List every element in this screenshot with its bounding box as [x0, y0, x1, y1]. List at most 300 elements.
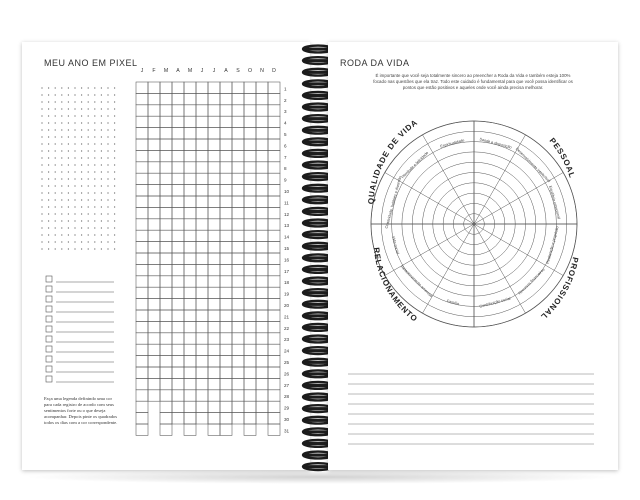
day-label: 14	[284, 234, 290, 240]
grid-dot	[114, 206, 115, 207]
day-cell	[160, 116, 172, 127]
segment-label-realizacao: Realização e propósito	[545, 225, 560, 265]
grid-dot	[81, 108, 82, 109]
day-cell	[136, 367, 148, 378]
day-cell	[208, 82, 220, 93]
grid-dot	[107, 164, 108, 165]
grid-dot	[107, 150, 108, 151]
day-cell	[232, 367, 244, 378]
grid-dot	[88, 185, 89, 186]
month-label: J	[200, 68, 204, 74]
grid-dot	[107, 101, 108, 102]
grid-dot	[74, 115, 75, 116]
day-cell	[244, 230, 256, 241]
grid-dot	[94, 185, 95, 186]
wheel-spoke	[423, 135, 475, 224]
day-label: 4	[284, 120, 287, 126]
grid-dot	[55, 178, 56, 179]
grid-dot	[88, 122, 89, 123]
day-cell	[160, 196, 172, 207]
day-cell	[256, 253, 268, 264]
grid-dot	[107, 157, 108, 158]
day-cell	[136, 253, 148, 264]
grid-dot	[68, 171, 69, 172]
grid-dot	[88, 143, 89, 144]
page-title-meu-ano: MEU ANO EM PIXEL	[44, 58, 138, 68]
day-cell	[220, 253, 232, 264]
day-cell	[256, 207, 268, 218]
segment-label-relacionamento_amoroso: Relacionamento amoroso	[399, 264, 434, 299]
grid-dot	[68, 220, 69, 221]
day-label: 2	[284, 97, 287, 103]
day-cell	[136, 344, 148, 355]
day-cell	[136, 173, 148, 184]
day-label: 30	[284, 417, 290, 422]
grid-dot	[55, 220, 56, 221]
grid-dot	[107, 87, 108, 88]
day-cell	[220, 242, 232, 253]
day-cell	[148, 185, 160, 196]
grid-dot	[48, 171, 49, 172]
day-cell	[268, 390, 280, 401]
day-cell	[244, 333, 256, 344]
day-label: 10	[284, 189, 290, 194]
grid-dot	[88, 199, 89, 200]
day-cell	[136, 230, 148, 241]
month-label: S	[236, 68, 240, 74]
grid-dot	[114, 143, 115, 144]
day-cell	[160, 82, 172, 93]
day-label: 22	[284, 325, 290, 331]
grid-dot	[114, 171, 115, 172]
day-cell	[208, 333, 220, 344]
day-cell	[232, 321, 244, 332]
day-cell	[256, 321, 268, 332]
grid-dot	[114, 157, 115, 158]
grid-dot	[101, 171, 102, 172]
day-cell	[148, 230, 160, 241]
grid-dot	[74, 101, 75, 102]
day-cell	[268, 93, 280, 104]
day-cell	[208, 196, 220, 207]
month-label: M	[187, 68, 193, 74]
grid-dot	[61, 178, 62, 179]
grid-dot	[48, 129, 49, 130]
day-cell	[268, 356, 280, 367]
legend-note-line: sentimentos forte ou o que deseja	[44, 408, 106, 413]
grid-dot	[81, 213, 82, 214]
grid-dot	[107, 248, 108, 249]
day-cell	[148, 333, 160, 344]
day-cell	[160, 242, 172, 253]
day-cell	[244, 276, 256, 287]
grid-dot	[61, 136, 62, 137]
day-cell	[148, 150, 160, 161]
day-cell	[148, 378, 160, 389]
segment-label-recursos: Recursos financeiros	[517, 267, 546, 296]
grid-dot	[107, 206, 108, 207]
day-cell	[172, 185, 184, 196]
day-cell	[232, 139, 244, 150]
grid-dot	[81, 248, 82, 249]
day-cell	[148, 310, 160, 321]
day-cell	[220, 162, 232, 173]
day-cell	[160, 424, 172, 435]
grid-dot	[101, 206, 102, 207]
day-cell	[172, 207, 184, 218]
legend-checklist	[44, 274, 124, 389]
day-cell	[208, 173, 220, 184]
day-cell	[160, 401, 172, 412]
day-cell	[196, 287, 208, 298]
grid-dot	[55, 192, 56, 193]
grid-dot	[88, 241, 89, 242]
day-cell	[232, 264, 244, 275]
grid-dot	[74, 94, 75, 95]
grid-dot	[107, 192, 108, 193]
day-cell	[244, 242, 256, 253]
grid-dot	[68, 87, 69, 88]
grid-dot	[74, 241, 75, 242]
grid-dot	[74, 206, 75, 207]
day-cell	[232, 344, 244, 355]
grid-dot	[61, 129, 62, 130]
grid-dot	[68, 213, 69, 214]
grid-dot	[68, 143, 69, 144]
grid-dot	[107, 108, 108, 109]
grid-dot	[48, 122, 49, 123]
grid-dot	[88, 192, 89, 193]
grid-dot	[61, 171, 62, 172]
day-cell	[232, 207, 244, 218]
day-cell	[232, 128, 244, 139]
day-cell	[220, 344, 232, 355]
day-cell	[148, 276, 160, 287]
day-cell	[148, 219, 160, 230]
grid-dot	[55, 115, 56, 116]
grid-dot	[74, 192, 75, 193]
day-cell	[196, 390, 208, 401]
day-cell	[196, 162, 208, 173]
day-cell	[268, 264, 280, 275]
grid-dot	[81, 220, 82, 221]
day-cell	[268, 310, 280, 321]
day-cell	[268, 401, 280, 412]
grid-dot	[61, 150, 62, 151]
day-cell	[220, 287, 232, 298]
grid-dot	[68, 178, 69, 179]
grid-dot	[114, 241, 115, 242]
grid-dot	[48, 115, 49, 116]
day-cell	[232, 242, 244, 253]
grid-dot	[61, 143, 62, 144]
legend-checkbox	[46, 356, 52, 362]
day-cell	[256, 185, 268, 196]
grid-dot	[68, 150, 69, 151]
day-cell	[172, 333, 184, 344]
day-cell	[232, 185, 244, 196]
day-cell	[244, 401, 256, 412]
grid-dot	[74, 122, 75, 123]
grid-dot	[41, 227, 42, 228]
grid-dot	[107, 115, 108, 116]
segment-label-criatividade: Criatividade, hobbies e diversão	[384, 175, 403, 230]
day-cell	[160, 333, 172, 344]
grid-dot	[107, 129, 108, 130]
day-cell	[184, 253, 196, 264]
day-cell	[208, 93, 220, 104]
day-cell	[136, 299, 148, 310]
day-cell	[136, 150, 148, 161]
day-cell	[220, 413, 232, 424]
grid-dot	[41, 87, 42, 88]
day-cell	[232, 287, 244, 298]
grid-dot	[48, 227, 49, 228]
day-cell	[184, 378, 196, 389]
day-label: 31	[284, 428, 290, 434]
grid-dot	[61, 108, 62, 109]
day-cell	[136, 413, 148, 424]
day-cell	[244, 344, 256, 355]
grid-dot	[68, 227, 69, 228]
day-cell	[196, 116, 208, 127]
day-cell	[148, 299, 160, 310]
grid-dot	[88, 206, 89, 207]
day-cell	[232, 230, 244, 241]
day-cell	[148, 287, 160, 298]
grid-dot	[107, 185, 108, 186]
grid-dot	[74, 178, 75, 179]
day-cell	[184, 401, 196, 412]
day-cell	[244, 367, 256, 378]
day-label: 18	[284, 280, 290, 286]
grid-dot	[88, 108, 89, 109]
day-label: 8	[284, 166, 287, 172]
grid-dot	[94, 199, 95, 200]
day-cell	[136, 162, 148, 173]
day-cell	[208, 344, 220, 355]
day-cell	[196, 93, 208, 104]
day-cell	[160, 93, 172, 104]
day-cell	[220, 310, 232, 321]
grid-dot	[55, 234, 56, 235]
grid-dot	[81, 150, 82, 151]
grid-dot	[94, 129, 95, 130]
day-cell	[244, 185, 256, 196]
month-label: A	[224, 68, 228, 74]
day-cell	[196, 219, 208, 230]
day-cell	[136, 105, 148, 116]
day-cell	[172, 299, 184, 310]
day-cell	[268, 230, 280, 241]
grid-dot	[107, 213, 108, 214]
segment-label-plenitude: Plenitude e felicidade	[400, 150, 430, 180]
day-cell	[196, 196, 208, 207]
grid-dot	[48, 164, 49, 165]
day-cell	[256, 196, 268, 207]
day-cell	[232, 378, 244, 389]
day-cell	[136, 287, 148, 298]
day-cell	[148, 162, 160, 173]
grid-dot	[107, 171, 108, 172]
day-cell	[244, 173, 256, 184]
day-cell	[268, 116, 280, 127]
grid-dot	[55, 164, 56, 165]
grid-dot	[88, 129, 89, 130]
grid-dot	[81, 115, 82, 116]
group-label-qualidade: QUALIDADE DE VIDA	[366, 117, 420, 205]
day-cell	[232, 82, 244, 93]
grid-dot	[41, 171, 42, 172]
legend-checkbox	[46, 336, 52, 342]
day-cell	[172, 401, 184, 412]
day-cell	[160, 378, 172, 389]
grid-dot	[41, 136, 42, 137]
legend-checkbox	[46, 366, 52, 372]
day-cell	[136, 276, 148, 287]
day-cell	[184, 367, 196, 378]
day-cell	[184, 219, 196, 230]
day-cell	[220, 378, 232, 389]
grid-dot	[81, 241, 82, 242]
grid-dot	[61, 94, 62, 95]
grid-dot	[94, 164, 95, 165]
grid-dot	[68, 248, 69, 249]
day-cell	[256, 242, 268, 253]
grid-dot	[88, 171, 89, 172]
day-cell	[232, 105, 244, 116]
grid-dot	[114, 185, 115, 186]
legend-checkbox	[46, 326, 52, 332]
grid-dot	[88, 115, 89, 116]
grid-dot	[68, 206, 69, 207]
legend-checkbox	[46, 376, 52, 382]
legend-note-line: acompanhar. Depois pinte os quadrados	[44, 414, 118, 419]
grid-dot	[81, 136, 82, 137]
grid-dot	[101, 241, 102, 242]
grid-dot	[81, 101, 82, 102]
day-cell	[136, 356, 148, 367]
day-cell	[136, 116, 148, 127]
day-cell	[148, 344, 160, 355]
day-cell	[172, 219, 184, 230]
grid-dot	[74, 150, 75, 151]
day-cell	[208, 401, 220, 412]
day-cell	[244, 287, 256, 298]
day-cell	[148, 253, 160, 264]
intro-line: focado nas questões que ela traz. Todo este cuidado é fundamental para que você possa identificar os	[373, 79, 573, 84]
grid-dot	[81, 185, 82, 186]
day-cell	[268, 219, 280, 230]
grid-dot	[48, 136, 49, 137]
day-cell	[208, 105, 220, 116]
day-cell	[172, 253, 184, 264]
day-cell	[136, 196, 148, 207]
day-cell	[268, 150, 280, 161]
day-cell	[208, 356, 220, 367]
day-cell	[136, 424, 148, 435]
day-cell	[208, 378, 220, 389]
grid-dot	[55, 122, 56, 123]
day-cell	[196, 185, 208, 196]
day-cell	[244, 264, 256, 275]
grid-dot	[101, 129, 102, 130]
grid-dot	[94, 206, 95, 207]
day-cell	[172, 162, 184, 173]
day-cell	[196, 299, 208, 310]
day-label: 12	[284, 211, 290, 217]
day-cell	[256, 139, 268, 150]
grid-dot	[94, 241, 95, 242]
day-cell	[184, 310, 196, 321]
day-cell	[208, 299, 220, 310]
day-cell	[184, 162, 196, 173]
day-cell	[220, 116, 232, 127]
grid-dot	[48, 199, 49, 200]
grid-dot	[94, 94, 95, 95]
day-cell	[148, 356, 160, 367]
grid-dot	[81, 87, 82, 88]
day-cell	[160, 356, 172, 367]
grid-dot	[55, 129, 56, 130]
day-cell	[220, 424, 232, 435]
day-cell	[244, 253, 256, 264]
day-cell	[160, 150, 172, 161]
day-cell	[148, 105, 160, 116]
day-cell	[256, 299, 268, 310]
grid-dot	[101, 94, 102, 95]
day-cell	[256, 264, 268, 275]
day-cell	[172, 264, 184, 275]
grid-dot	[68, 129, 69, 130]
day-cell	[196, 276, 208, 287]
day-cell	[232, 356, 244, 367]
grid-dot	[55, 206, 56, 207]
day-cell	[268, 207, 280, 218]
grid-dot	[48, 108, 49, 109]
day-cell	[172, 128, 184, 139]
day-cell	[220, 264, 232, 275]
grid-dot	[94, 248, 95, 249]
day-cell	[268, 173, 280, 184]
grid-dot	[74, 185, 75, 186]
day-cell	[256, 310, 268, 321]
grid-dot	[81, 171, 82, 172]
day-cell	[268, 413, 280, 424]
grid-dot	[88, 227, 89, 228]
day-label: 23	[284, 337, 290, 343]
grid-dot	[48, 87, 49, 88]
grid-dot	[74, 129, 75, 130]
grid-dot	[74, 108, 75, 109]
grid-dot	[94, 143, 95, 144]
grid-dot	[81, 143, 82, 144]
grid-dot	[101, 115, 102, 116]
day-cell	[220, 333, 232, 344]
day-cell	[196, 401, 208, 412]
day-cell	[220, 82, 232, 93]
day-cell	[208, 207, 220, 218]
day-label: 6	[284, 143, 287, 149]
grid-dot	[61, 157, 62, 158]
day-cell	[220, 356, 232, 367]
grid-dot	[94, 234, 95, 235]
day-cell	[268, 333, 280, 344]
group-label-relacionamento: RELACIONAMENTO	[371, 246, 420, 324]
day-cell	[244, 82, 256, 93]
day-cell	[256, 230, 268, 241]
day-cell	[244, 424, 256, 435]
